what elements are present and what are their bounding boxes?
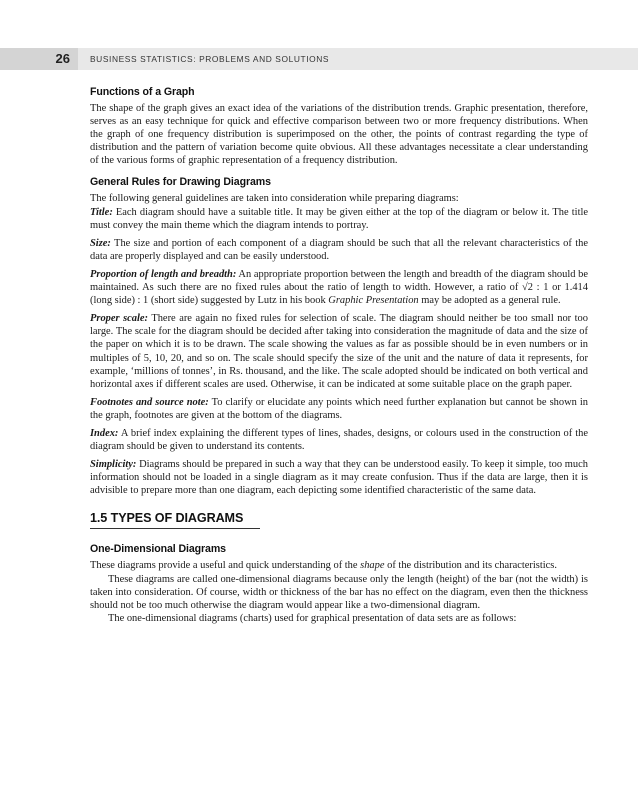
- rule-title: [90, 206, 588, 232]
- rule-footnotes-label: Footnotes and source note:: [90, 396, 209, 408]
- one-dim-p1-shape: shape: [360, 560, 385, 572]
- rule-scale-text: There are again no fixed rules for selection of scale. The diagram should neither be too small nor too large. The scale for the diagram should be decided after taking into consideration the magnitude of data and the size of the paper on which it is to be drawn. The scale showing the values as far as possible should be in even numbers or in multiples of 5, 10, 20, and so on. The scale should specify the size of the unit and the nature of data it represents, for example, ‘millions of tonnes’, in Rs. thousand, and the like. The scale adopted should be indicated on both vertical and horizontal axes if different scales are used. Otherwise, it can be indicated at some suitable place on the graph paper.: [90, 313, 588, 390]
- rule-title-text: Each diagram should have a suitable title. It may be given either at the top of the diagram or below it. The title must convey the main theme which the diagram intends to portray.: [90, 206, 588, 231]
- rule-index-text: A brief index explaining the different types of lines, shades, designs, or colours used in the construction of the diagram should be given to understand its contents.: [90, 427, 588, 453]
- one-dim-paragraph-2: These diagrams are called one-dimensional diagrams because only the length (height) of the bar (not the width) is taken into consideration. Of course, width or thickness of the bar has no effect on the diagram, even then the thickness should not be too much otherwise the diagram would appear like a two-dimensional diagram.: [90, 573, 588, 611]
- section-spacer: [90, 529, 588, 537]
- rule-scale: [90, 312, 588, 391]
- sqrt-value: 2: [527, 282, 533, 294]
- rules-intro: The following general guidelines are taken into consideration while preparing diagrams:: [90, 193, 459, 205]
- rule-proportion-label: Proportion of length and breadth:: [90, 268, 237, 280]
- one-dim-paragraph-3: The one-dimensional diagrams (charts) used for graphical presentation of data sets are as follows:: [108, 612, 517, 624]
- rule-proportion-text-3: may be adopted as a general rule.: [418, 295, 561, 307]
- rule-size: [90, 237, 588, 263]
- rule-simplicity-text: Diagrams should be prepared in such a way that they can be understood easily. To keep it simple, too much information should not be loaded in a single diagram as it may create confusion. Thus if the data are large, then it is advisible to prepare more than one diagram, each depicting some identified characteristic of the same data.: [90, 459, 588, 497]
- page-body: [90, 80, 588, 625]
- section-heading: 1.5 TYPES OF DIAGRAMS: [90, 511, 260, 529]
- rule-title-label: Title:: [90, 206, 113, 218]
- rule-size-text: The size and portion of each component of a diagram should be such that all the relevant characteristics of the data are properly displayed and can be easily understood.: [90, 237, 588, 262]
- rule-simplicity: [90, 458, 588, 497]
- rule-proportion-text-1: An appropriate proportion between the length and breadth of the diagram should be maintained. As such there are no fixed rules about the ratio of length to width. However, a ratio of: [90, 268, 588, 294]
- one-dim-p1-b: of the distribution and its characteristics.: [384, 560, 557, 572]
- functions-heading: Functions of a Graph: [90, 86, 195, 98]
- rule-simplicity-label: Simplicity:: [90, 459, 137, 471]
- sqrt-symbol: √: [522, 282, 528, 294]
- one-dim-paragraph-1: [90, 559, 588, 572]
- rule-footnotes: [90, 396, 588, 422]
- rule-proportion-text-2: : 1 or 1.414 (long side) : 1 (short side) suggested by Lutz in his book: [90, 282, 588, 307]
- rules-heading: General Rules for Drawing Diagrams: [90, 176, 271, 189]
- rule-size-label: Size:: [90, 237, 111, 249]
- page-number: 26: [55, 51, 70, 66]
- rule-proportion: [90, 268, 588, 307]
- rule-index: [90, 427, 588, 453]
- book-title: Graphic Presentation: [328, 295, 419, 307]
- rule-footnotes-text: To clarify or elucidate any points which need further explanation but cannot be shown in the graph, footnotes are given at the bottom of the diagrams.: [90, 396, 588, 421]
- one-dim-p1-a: These diagrams provide a useful and quick understanding of the: [90, 560, 361, 572]
- running-title: BUSINESS STATISTICS: PROBLEMS AND SOLUTIONS: [90, 54, 330, 64]
- rule-scale-label: Proper scale:: [90, 313, 149, 325]
- one-dim-heading: One-Dimensional Diagrams: [90, 543, 226, 556]
- functions-paragraph: The shape of the graph gives an exact idea of the variations of the distribution trends. Graphic presentation, therefore, serves as an easy technique for quick and effective comparison between two or more frequency distributions. When the graph of one frequency distribution is superimposed on the other, the points of contrast regarding the type of distribution and the pattern of variation become quite obvious. All these advantages necessitate a clear understanding of the various forms of graphic representation of a frequency distribution.: [90, 103, 588, 167]
- rule-index-label: Index:: [90, 427, 119, 439]
